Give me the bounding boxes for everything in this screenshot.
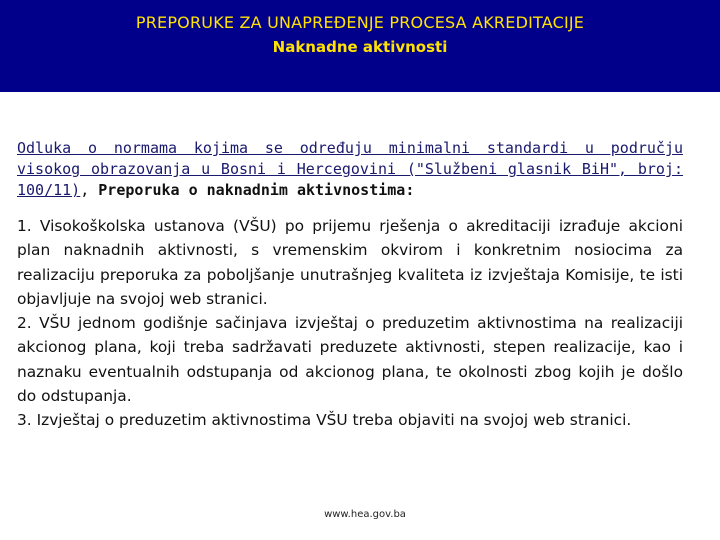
list-item-2: 2. VŠU jednom godišnje sačinjava izvještaj o preduzetim aktivnostima na realizaciji akcionog plana, koji treba sadržavati preduzete aktivnosti, stepen realizacije, kao i naznaku eventualnih odstupanja od akcionog plana, te okolnosti zbog kojih je došlo do odstupanja.: [17, 314, 683, 406]
title-banner: [0, 0, 720, 92]
slide-title: PREPORUKE ZA UNAPREĐENJE PROCESA AKREDITACIJE: [135, 13, 585, 32]
recommendation-heading: Preporuka o naknadnim aktivnostima:: [98, 181, 415, 199]
footer-url: www.hea.gov.ba: [324, 509, 406, 520]
slide-content: [17, 138, 683, 433]
decision-link[interactable]: Odluka o normama kojima se određuju minimalni standardi u području visokog obrazovanja u Bosni i Hercegovini ("Službeni glasnik BiH", broj: 100/11): [17, 139, 683, 199]
intro-paragraph: [17, 138, 683, 201]
intro-separator: ,: [80, 181, 99, 199]
list-item-1: 1. Visokoškolska ustanova (VŠU) po prijemu rješenja o akreditaciji izrađuje akcioni plan naknadnih aktivnosti, s vremenskim okvirom i konkretnim nosiocima za realizaciju preporuka za poboljšanje unutrašnjeg kvaliteta iz izvještaja Komisije, te isti objavljuje na svojoj web stranici.: [17, 217, 683, 308]
slide-subtitle: Naknadne aktivnosti: [272, 38, 448, 56]
list-item-3: 3. Izvještaj o preduzetim aktivnostima VŠU treba objaviti na svojoj web stranici.: [17, 411, 632, 430]
